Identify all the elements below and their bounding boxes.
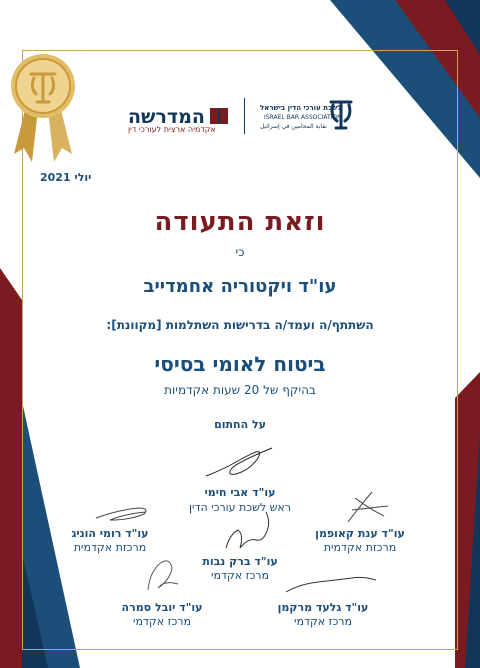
signature-mark: [348, 492, 388, 522]
recipient-name: עו"ד ויקטוריה אחמדייב: [143, 276, 337, 297]
bar-logo-arabic: نقابة المحامين في إسرائيل: [260, 123, 327, 130]
certificate-date: יולי 2021: [40, 171, 92, 184]
hamidrasha-logo-subtitle: אקדמיה ארצית לעורכי דין: [128, 125, 216, 134]
hamidrasha-logo-title: המדרשה: [128, 106, 205, 128]
certificate-title: וזאת התעודה: [154, 207, 326, 237]
course-scope: בהיקף של 20 שעות אקדמיות: [164, 383, 316, 397]
signature-mark: [206, 448, 272, 476]
signatory-role: מרכזת אקדמית: [323, 541, 397, 554]
signatory-name: עו"ד גלעד מרקמן: [277, 601, 369, 614]
signature-mark: [226, 512, 269, 548]
signed-by-heading: על החתום: [214, 418, 266, 431]
signatory-name: עו"ד ענת קאופמן: [315, 527, 405, 540]
signature-mark: [96, 508, 146, 520]
signatory-name: עו"ד אבי חימי: [204, 486, 276, 499]
course-name: ביטוח לאומי בסיסי: [154, 352, 326, 376]
signatory-name: עו"ד רומי הוניג: [71, 527, 149, 540]
signatory-role: ראש לשכת עורכי הדין: [189, 501, 291, 514]
signatory-role: מרכז אקדמי: [211, 569, 269, 582]
signatory-role: מרכז אקדמי: [133, 615, 191, 628]
signatory-name: עו"ד יובל סמרה: [121, 601, 203, 614]
bar-logo-english: ISRAEL BAR ASSOCIATION: [264, 114, 342, 121]
signatory-name: עו"ד ברק נבות: [202, 555, 278, 568]
signatory-role: מרכז אקדמי: [294, 615, 352, 628]
certificate-connector: כי: [235, 245, 245, 259]
signatory-role: מרכזת אקדמית: [73, 541, 147, 554]
signature-mark: [286, 577, 376, 592]
bar-logo-hebrew: לשכת עורכי הדין בישראל: [260, 104, 342, 112]
signature-mark: [148, 561, 178, 590]
participation-statement: השתתף/ה ועמד/ה בדרישות השתלמות [מקוונת]:: [106, 318, 374, 332]
